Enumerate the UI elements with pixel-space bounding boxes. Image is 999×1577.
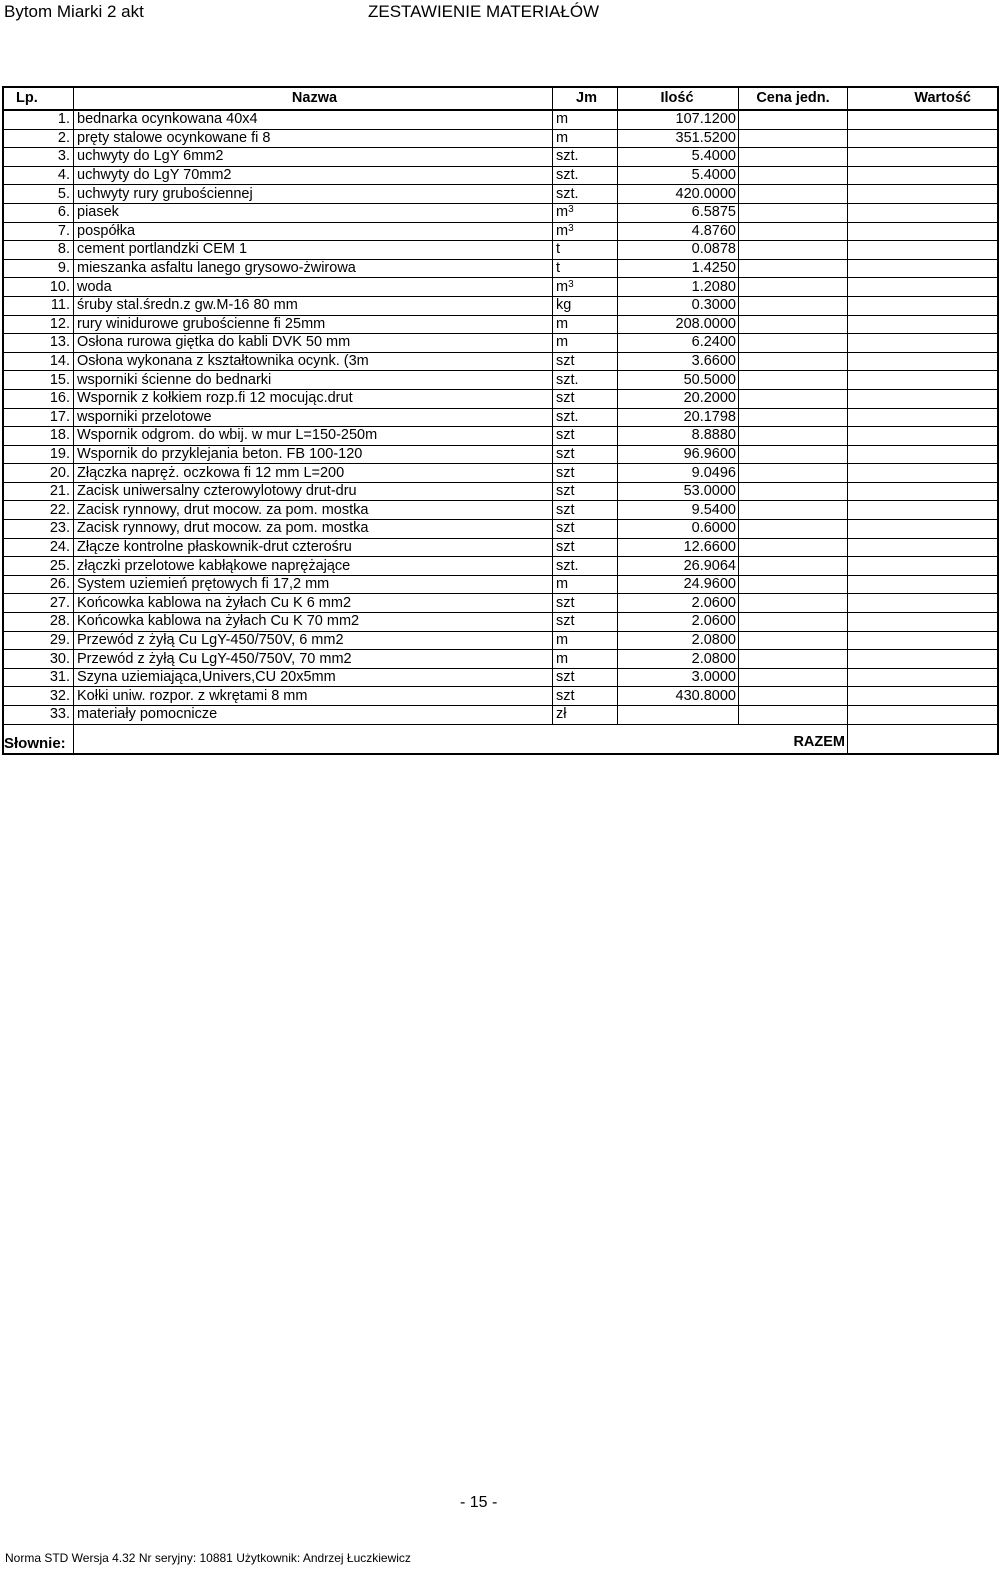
material-name: wsporniki ścienne do bednarki bbox=[74, 371, 553, 390]
material-name: Złącze kontrolne płaskownik-drut czterośru bbox=[74, 538, 553, 557]
page-number: - 15 - bbox=[460, 1494, 498, 1511]
unit: szt bbox=[553, 501, 618, 520]
unit-price bbox=[739, 185, 848, 204]
column-header-quantity: Ilość bbox=[618, 87, 739, 110]
row-number: 14. bbox=[3, 352, 74, 371]
table-row bbox=[3, 687, 998, 706]
unit-base: m bbox=[556, 222, 569, 239]
value bbox=[848, 501, 999, 520]
row-number: 31. bbox=[3, 668, 74, 687]
material-name: uchwyty rury grubościennej bbox=[74, 185, 553, 204]
unit-exponent: 3 bbox=[568, 204, 574, 216]
unit-price bbox=[739, 389, 848, 408]
unit-price bbox=[739, 110, 848, 129]
unit: t bbox=[553, 259, 618, 278]
quantity: 24.9600 bbox=[618, 575, 739, 594]
value bbox=[848, 259, 999, 278]
quantity: 9.0496 bbox=[618, 464, 739, 483]
quantity: 5.4000 bbox=[618, 166, 739, 185]
unit-price bbox=[739, 668, 848, 687]
quantity: 3.6600 bbox=[618, 352, 739, 371]
material-name: złączki przelotowe kabłąkowe naprężające bbox=[74, 557, 553, 576]
unit: m bbox=[553, 129, 618, 148]
table-row bbox=[3, 185, 998, 204]
material-name: uchwyty do LgY 6mm2 bbox=[74, 148, 553, 167]
unit-price bbox=[739, 650, 848, 669]
quantity: 107.1200 bbox=[618, 110, 739, 129]
document-header-left: Bytom Miarki 2 akt bbox=[4, 2, 144, 21]
row-number: 3. bbox=[3, 148, 74, 167]
unit bbox=[553, 203, 618, 222]
row-number: 20. bbox=[3, 464, 74, 483]
table-row bbox=[3, 501, 998, 520]
unit: m bbox=[553, 650, 618, 669]
quantity: 208.0000 bbox=[618, 315, 739, 334]
quantity: 12.6600 bbox=[618, 538, 739, 557]
unit-price bbox=[739, 148, 848, 167]
table-row bbox=[3, 371, 998, 390]
value bbox=[848, 389, 999, 408]
unit-exponent: 3 bbox=[568, 278, 574, 290]
unit: m bbox=[553, 315, 618, 334]
material-name: Złączka napręż. oczkowa fi 12 mm L=200 bbox=[74, 464, 553, 483]
row-number: 15. bbox=[3, 371, 74, 390]
unit-price bbox=[739, 259, 848, 278]
material-name: piasek bbox=[74, 203, 553, 222]
material-name: Zacisk rynnowy, drut mocow. za pom. mostka bbox=[74, 501, 553, 520]
material-name: Końcowka kablowa na żyłach Cu K 70 mm2 bbox=[74, 613, 553, 632]
unit-price bbox=[739, 222, 848, 241]
quantity: 0.3000 bbox=[618, 296, 739, 315]
table-row bbox=[3, 334, 998, 353]
value bbox=[848, 687, 999, 706]
quantity: 8.8880 bbox=[618, 427, 739, 446]
quantity: 0.6000 bbox=[618, 520, 739, 539]
total-value bbox=[848, 724, 999, 754]
unit: szt bbox=[553, 613, 618, 632]
table-row bbox=[3, 464, 998, 483]
unit: szt bbox=[553, 352, 618, 371]
value bbox=[848, 185, 999, 204]
value bbox=[848, 203, 999, 222]
value bbox=[848, 278, 999, 297]
unit-price bbox=[739, 296, 848, 315]
table-row bbox=[3, 110, 998, 129]
table-header-row bbox=[3, 87, 998, 110]
unit-price bbox=[739, 408, 848, 427]
value bbox=[848, 650, 999, 669]
table-row bbox=[3, 352, 998, 371]
value bbox=[848, 557, 999, 576]
materials-table bbox=[2, 86, 999, 755]
unit-price bbox=[739, 631, 848, 650]
row-number: 30. bbox=[3, 650, 74, 669]
value bbox=[848, 594, 999, 613]
unit-price bbox=[739, 706, 848, 725]
unit: szt. bbox=[553, 185, 618, 204]
table-row bbox=[3, 613, 998, 632]
unit: m bbox=[553, 575, 618, 594]
row-number: 11. bbox=[3, 296, 74, 315]
material-name: woda bbox=[74, 278, 553, 297]
unit: szt bbox=[553, 482, 618, 501]
material-name: Szyna uziemiająca,Univers,CU 20x5mm bbox=[74, 668, 553, 687]
unit-price bbox=[739, 241, 848, 260]
quantity: 3.0000 bbox=[618, 668, 739, 687]
unit: szt bbox=[553, 427, 618, 446]
unit: szt bbox=[553, 520, 618, 539]
table-row bbox=[3, 148, 998, 167]
quantity: 50.5000 bbox=[618, 371, 739, 390]
value bbox=[848, 241, 999, 260]
quantity: 4.8760 bbox=[618, 222, 739, 241]
unit-price bbox=[739, 371, 848, 390]
row-number: 7. bbox=[3, 222, 74, 241]
material-name: Końcowka kablowa na żyłach Cu K 6 mm2 bbox=[74, 594, 553, 613]
unit: kg bbox=[553, 296, 618, 315]
software-footer: Norma STD Wersja 4.32 Nr seryjny: 10881 Użytkownik: Andrzej Łuczkiewicz bbox=[5, 1551, 411, 1565]
column-header-name: Nazwa bbox=[74, 87, 553, 110]
row-number: 1. bbox=[3, 110, 74, 129]
material-name: Wspornik do przyklejania beton. FB 100-120 bbox=[74, 445, 553, 464]
unit: szt. bbox=[553, 148, 618, 167]
table-row bbox=[3, 520, 998, 539]
row-number: 27. bbox=[3, 594, 74, 613]
row-number: 28. bbox=[3, 613, 74, 632]
material-name: Zacisk rynnowy, drut mocow. za pom. mostka bbox=[74, 520, 553, 539]
material-name: rury winidurowe grubościenne fi 25mm bbox=[74, 315, 553, 334]
unit-price bbox=[739, 464, 848, 483]
row-number: 9. bbox=[3, 259, 74, 278]
material-name: bednarka ocynkowana 40x4 bbox=[74, 110, 553, 129]
value bbox=[848, 520, 999, 539]
table-row bbox=[3, 631, 998, 650]
row-number: 22. bbox=[3, 501, 74, 520]
table-row bbox=[3, 408, 998, 427]
quantity: 53.0000 bbox=[618, 482, 739, 501]
value bbox=[848, 315, 999, 334]
unit: szt. bbox=[553, 371, 618, 390]
unit: szt bbox=[553, 538, 618, 557]
material-name: mieszanka asfaltu lanego grysowo-żwirowa bbox=[74, 259, 553, 278]
unit: szt bbox=[553, 594, 618, 613]
material-name: cement portlandzki CEM 1 bbox=[74, 241, 553, 260]
table-row bbox=[3, 575, 998, 594]
row-number: 18. bbox=[3, 427, 74, 446]
material-name: materiały pomocnicze bbox=[74, 706, 553, 725]
material-name: pręty stalowe ocynkowane fi 8 bbox=[74, 129, 553, 148]
value bbox=[848, 427, 999, 446]
value bbox=[848, 296, 999, 315]
row-number: 10. bbox=[3, 278, 74, 297]
value bbox=[848, 631, 999, 650]
row-number: 8. bbox=[3, 241, 74, 260]
unit-price bbox=[739, 278, 848, 297]
quantity: 96.9600 bbox=[618, 445, 739, 464]
quantity bbox=[618, 706, 739, 725]
material-name: uchwyty do LgY 70mm2 bbox=[74, 166, 553, 185]
table-row bbox=[3, 427, 998, 446]
unit-price bbox=[739, 575, 848, 594]
material-name: Przewód z żyłą Cu LgY-450/750V, 70 mm2 bbox=[74, 650, 553, 669]
value bbox=[848, 445, 999, 464]
value bbox=[848, 464, 999, 483]
document-title: ZESTAWIENIE MATERIAŁÓW bbox=[368, 2, 600, 21]
unit bbox=[553, 222, 618, 241]
table-row bbox=[3, 222, 998, 241]
value bbox=[848, 538, 999, 557]
unit-price bbox=[739, 334, 848, 353]
column-header-lp: Lp. bbox=[3, 87, 74, 110]
row-number: 4. bbox=[3, 166, 74, 185]
value bbox=[848, 613, 999, 632]
row-number: 29. bbox=[3, 631, 74, 650]
row-number: 33. bbox=[3, 706, 74, 725]
unit: szt bbox=[553, 445, 618, 464]
table-row bbox=[3, 129, 998, 148]
material-name: Wspornik odgrom. do wbij. w mur L=150-250m bbox=[74, 427, 553, 446]
total-row bbox=[3, 724, 998, 754]
value bbox=[848, 222, 999, 241]
row-number: 13. bbox=[3, 334, 74, 353]
table-row bbox=[3, 706, 998, 725]
value bbox=[848, 129, 999, 148]
row-number: 24. bbox=[3, 538, 74, 557]
unit-price bbox=[739, 445, 848, 464]
unit-price bbox=[739, 501, 848, 520]
quantity: 9.5400 bbox=[618, 501, 739, 520]
unit: szt bbox=[553, 389, 618, 408]
unit-base: m bbox=[556, 204, 569, 221]
unit: szt bbox=[553, 668, 618, 687]
unit-price bbox=[739, 687, 848, 706]
row-number: 2. bbox=[3, 129, 74, 148]
unit-price bbox=[739, 594, 848, 613]
material-name: wsporniki przelotowe bbox=[74, 408, 553, 427]
value bbox=[848, 352, 999, 371]
unit: szt bbox=[553, 687, 618, 706]
unit: szt. bbox=[553, 408, 618, 427]
row-number: 32. bbox=[3, 687, 74, 706]
value bbox=[848, 482, 999, 501]
quantity: 420.0000 bbox=[618, 185, 739, 204]
row-number: 16. bbox=[3, 389, 74, 408]
quantity: 1.2080 bbox=[618, 278, 739, 297]
table-row bbox=[3, 445, 998, 464]
table-row bbox=[3, 650, 998, 669]
table-row bbox=[3, 557, 998, 576]
unit: szt bbox=[553, 464, 618, 483]
material-name: Przewód z żyłą Cu LgY-450/750V, 6 mm2 bbox=[74, 631, 553, 650]
quantity: 430.8000 bbox=[618, 687, 739, 706]
unit-price bbox=[739, 613, 848, 632]
table-row bbox=[3, 315, 998, 334]
quantity: 6.5875 bbox=[618, 203, 739, 222]
material-name: śruby stal.średn.z gw.M-16 80 mm bbox=[74, 296, 553, 315]
unit-price bbox=[739, 129, 848, 148]
column-header-unit-price: Cena jedn. bbox=[739, 87, 848, 110]
table-row bbox=[3, 538, 998, 557]
quantity: 26.9064 bbox=[618, 557, 739, 576]
quantity: 20.2000 bbox=[618, 389, 739, 408]
column-header-value: Wartość bbox=[848, 87, 999, 110]
material-name: Osłona wykonana z kształtownika ocynk. (3m bbox=[74, 352, 553, 371]
value bbox=[848, 575, 999, 594]
table-row bbox=[3, 259, 998, 278]
material-name: Wspornik z kołkiem rozp.fi 12 mocując.drut bbox=[74, 389, 553, 408]
row-number: 25. bbox=[3, 557, 74, 576]
table-row bbox=[3, 241, 998, 260]
quantity: 351.5200 bbox=[618, 129, 739, 148]
row-number: 26. bbox=[3, 575, 74, 594]
value bbox=[848, 334, 999, 353]
amount-in-words-label: Słownie: bbox=[4, 735, 66, 752]
quantity: 5.4000 bbox=[618, 148, 739, 167]
value bbox=[848, 408, 999, 427]
value bbox=[848, 166, 999, 185]
unit-price bbox=[739, 427, 848, 446]
table-row bbox=[3, 389, 998, 408]
table-row bbox=[3, 668, 998, 687]
unit: szt. bbox=[553, 166, 618, 185]
row-number: 5. bbox=[3, 185, 74, 204]
total-label: RAZEM bbox=[739, 724, 848, 754]
quantity: 6.2400 bbox=[618, 334, 739, 353]
table-row bbox=[3, 278, 998, 297]
unit bbox=[553, 278, 618, 297]
unit: m bbox=[553, 631, 618, 650]
table-row bbox=[3, 166, 998, 185]
quantity: 2.0800 bbox=[618, 631, 739, 650]
quantity: 1.4250 bbox=[618, 259, 739, 278]
material-name: Kołki uniw. rozpor. z wkrętami 8 mm bbox=[74, 687, 553, 706]
quantity: 2.0600 bbox=[618, 594, 739, 613]
unit-base: m bbox=[556, 278, 569, 295]
unit-price bbox=[739, 482, 848, 501]
table-row bbox=[3, 203, 998, 222]
value bbox=[848, 706, 999, 725]
unit-price bbox=[739, 557, 848, 576]
unit: t bbox=[553, 241, 618, 260]
row-number: 17. bbox=[3, 408, 74, 427]
unit-price bbox=[739, 520, 848, 539]
unit-exponent: 3 bbox=[568, 222, 574, 234]
value bbox=[848, 668, 999, 687]
quantity: 20.1798 bbox=[618, 408, 739, 427]
row-number: 12. bbox=[3, 315, 74, 334]
value bbox=[848, 148, 999, 167]
unit-price bbox=[739, 315, 848, 334]
unit-price bbox=[739, 203, 848, 222]
unit: zł bbox=[553, 706, 618, 725]
material-name: pospółka bbox=[74, 222, 553, 241]
value bbox=[848, 110, 999, 129]
column-header-unit: Jm bbox=[553, 87, 618, 110]
row-number: 19. bbox=[3, 445, 74, 464]
unit: m bbox=[553, 110, 618, 129]
unit-price bbox=[739, 538, 848, 557]
value bbox=[848, 371, 999, 390]
row-number: 23. bbox=[3, 520, 74, 539]
quantity: 0.0878 bbox=[618, 241, 739, 260]
unit: m bbox=[553, 334, 618, 353]
table-row bbox=[3, 296, 998, 315]
material-name: Zacisk uniwersalny czterowylotowy drut-dru bbox=[74, 482, 553, 501]
material-name: Osłona rurowa giętka do kabli DVK 50 mm bbox=[74, 334, 553, 353]
table-row bbox=[3, 594, 998, 613]
unit-price bbox=[739, 166, 848, 185]
material-name: System uziemień prętowych fi 17,2 mm bbox=[74, 575, 553, 594]
row-number: 21. bbox=[3, 482, 74, 501]
unit: szt. bbox=[553, 557, 618, 576]
quantity: 2.0600 bbox=[618, 613, 739, 632]
row-number: 6. bbox=[3, 203, 74, 222]
unit-price bbox=[739, 352, 848, 371]
table-row bbox=[3, 482, 998, 501]
quantity: 2.0800 bbox=[618, 650, 739, 669]
